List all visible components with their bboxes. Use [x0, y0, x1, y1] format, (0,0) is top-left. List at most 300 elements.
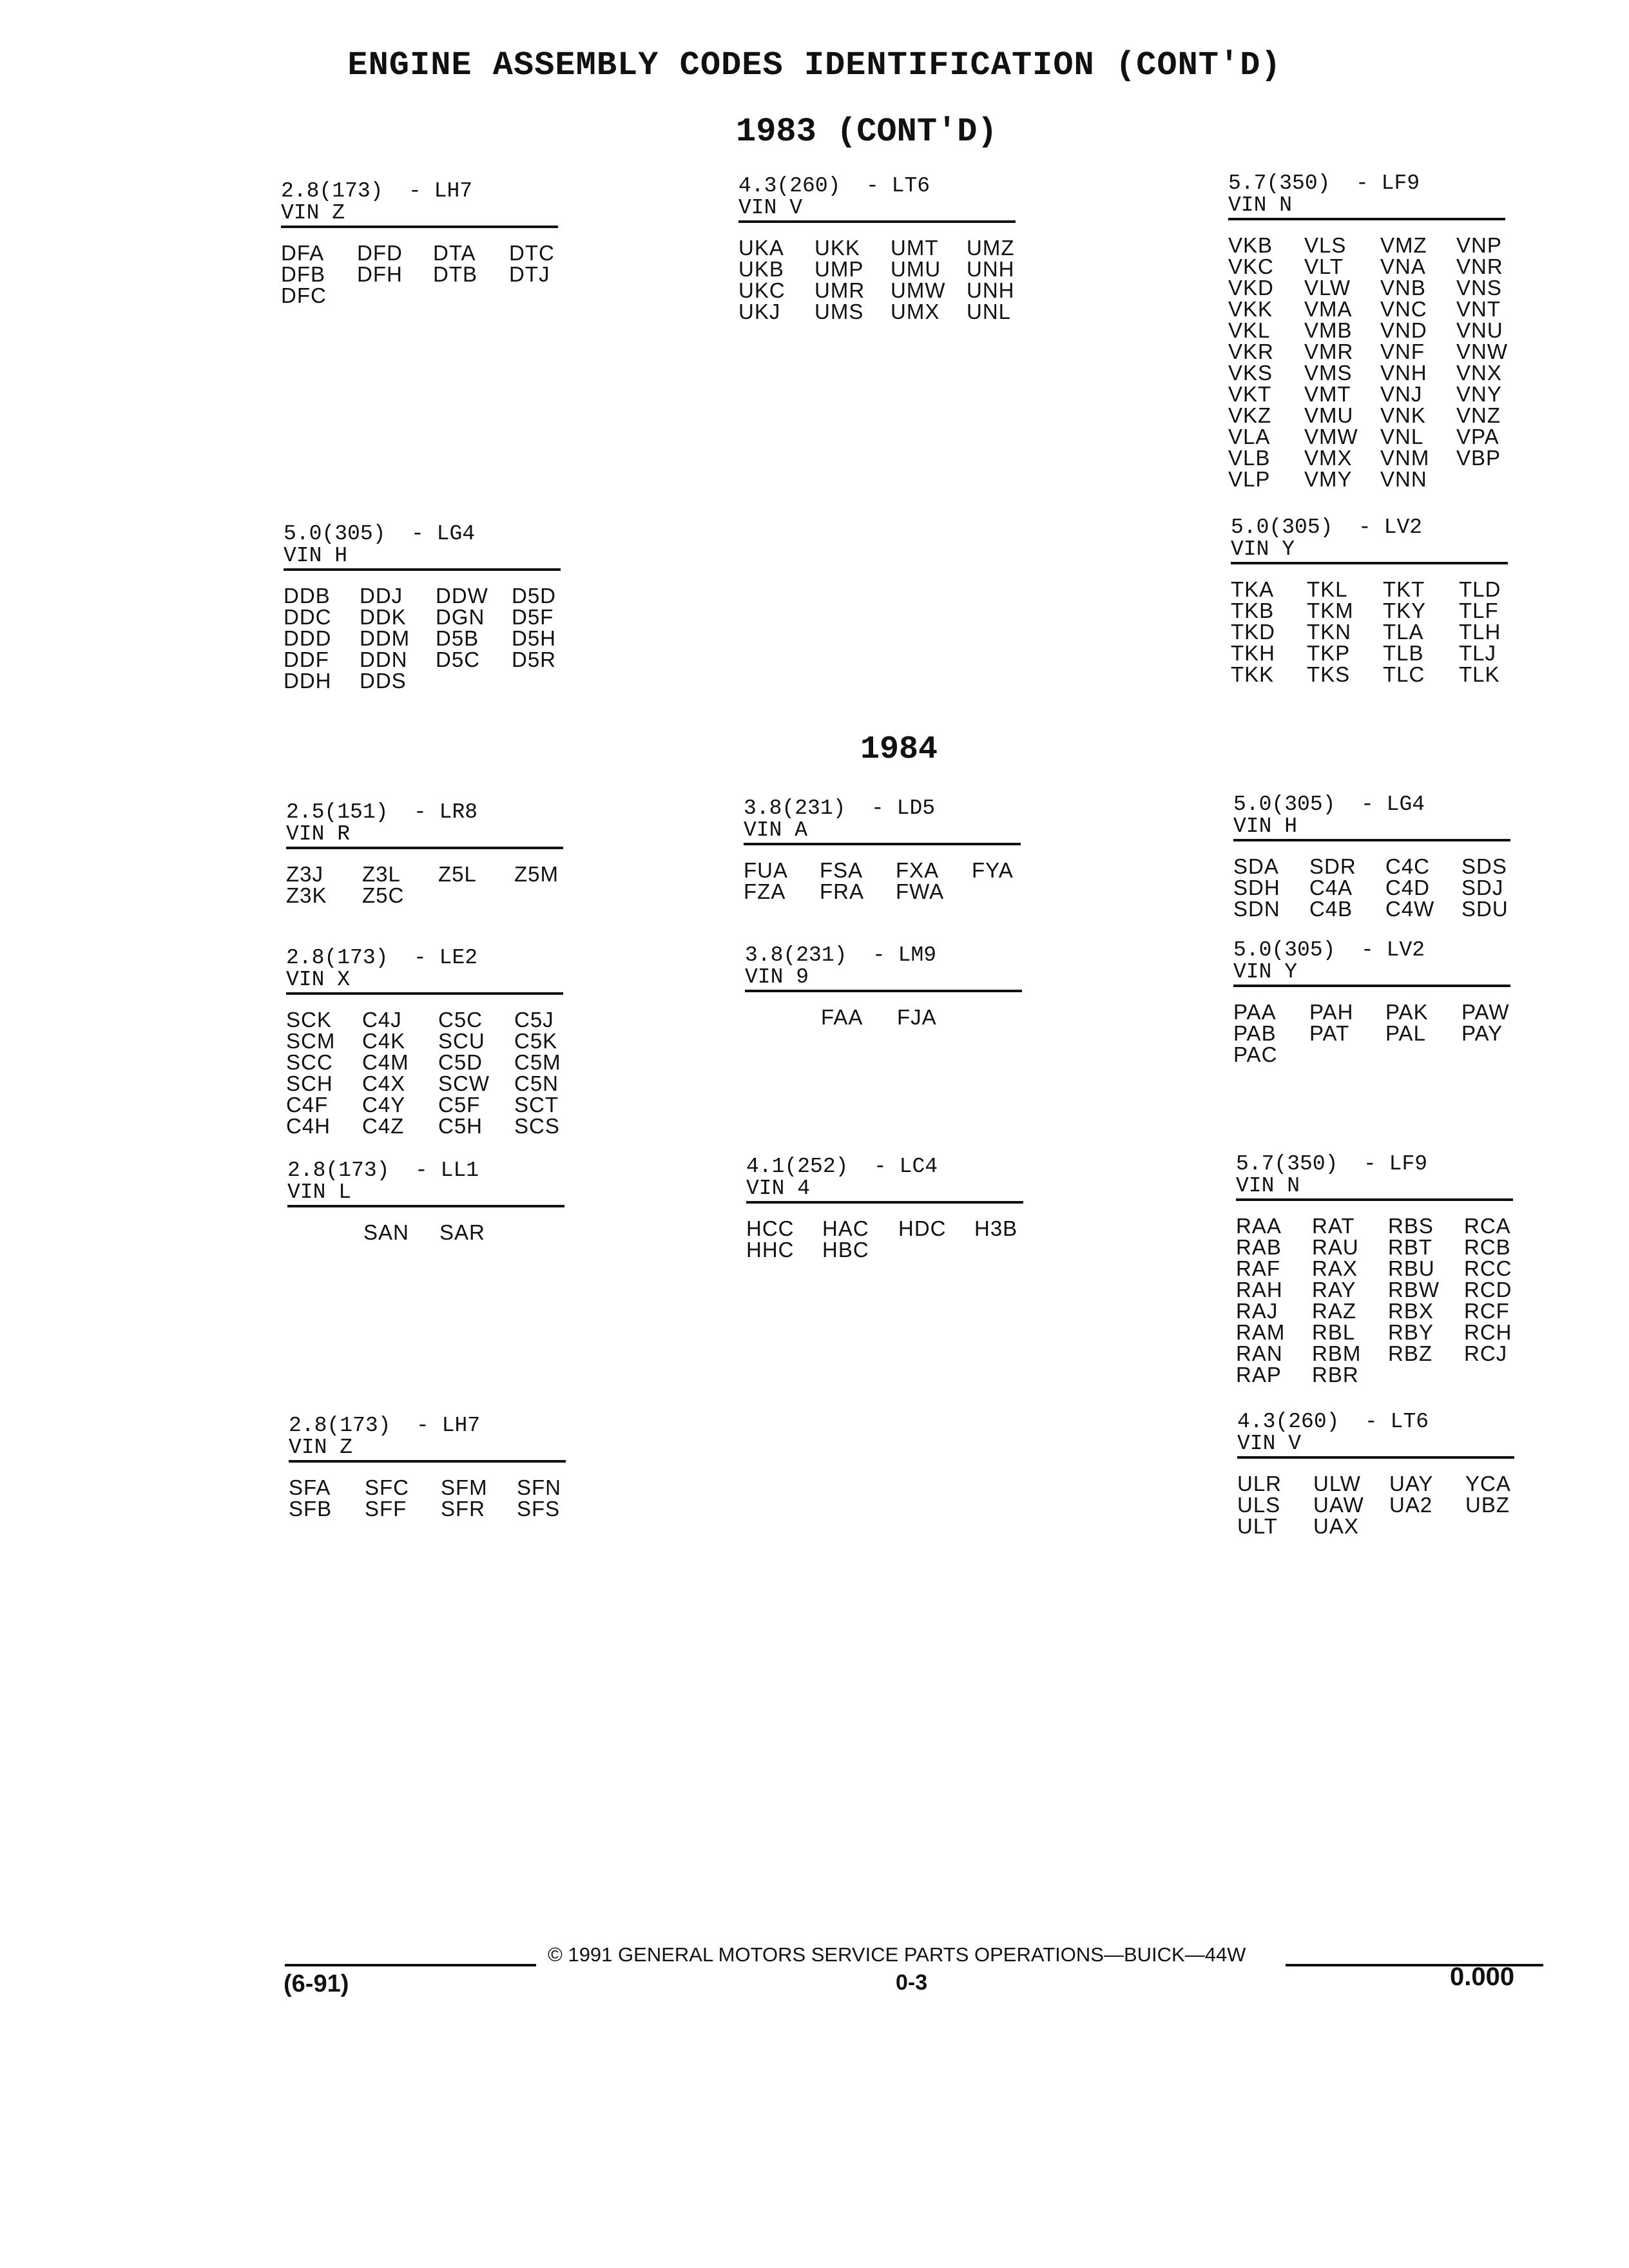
footer-revision-date: (6-91) [284, 1970, 349, 1997]
assembly-code: C5N [514, 1072, 559, 1095]
assembly-code: C5C [438, 1008, 483, 1032]
assembly-code: VLW [1304, 276, 1351, 300]
assembly-code: D5F [512, 605, 554, 629]
assembly-code: UKA [738, 236, 784, 260]
assembly-code: VNW [1456, 340, 1508, 363]
assembly-code: FUA [744, 858, 788, 882]
assembly-code: TKT [1383, 577, 1425, 601]
divider [738, 220, 1016, 223]
assembly-code: VNF [1380, 340, 1425, 363]
assembly-code: RCD [1464, 1278, 1512, 1302]
vin-code: VIN V [1237, 1432, 1302, 1456]
engine-block-1984-lr8 [286, 802, 563, 906]
assembly-code: UMW [891, 278, 946, 302]
page-title: ENGINE ASSEMBLY CODES IDENTIFICATION (CONT'D) [347, 46, 1282, 84]
assembly-code: PAT [1309, 1021, 1350, 1045]
assembly-code: ULS [1237, 1493, 1281, 1517]
engine-spec: 2.8(173) - LH7 [281, 179, 473, 203]
engine-block-1984-lm9 [745, 945, 1022, 1028]
assembly-code: FZA [744, 879, 786, 903]
assembly-code: C5J [514, 1008, 554, 1032]
assembly-code: D5H [512, 626, 557, 650]
assembly-code: DTA [433, 241, 476, 265]
assembly-code: TLD [1459, 577, 1501, 601]
assembly-code: PAH [1309, 1000, 1354, 1024]
assembly-code: C4H [286, 1114, 331, 1138]
assembly-code: VNZ [1456, 403, 1501, 427]
vin-code: VIN Y [1233, 960, 1298, 984]
assembly-code: TKD [1231, 620, 1275, 644]
assembly-code: UKJ [738, 300, 781, 323]
assembly-code: RBR [1312, 1363, 1359, 1387]
assembly-code: FXA [896, 858, 940, 882]
assembly-code: SCS [514, 1114, 560, 1138]
assembly-code: VNR [1456, 255, 1503, 278]
assembly-code: C4B [1309, 897, 1353, 921]
assembly-code: RBT [1388, 1235, 1432, 1259]
assembly-code: SFR [441, 1497, 485, 1521]
vin-code: VIN R [286, 822, 351, 846]
engine-block-1984-lt6 [1237, 1411, 1514, 1537]
assembly-code: VKD [1228, 276, 1274, 300]
assembly-code: VLP [1228, 467, 1271, 491]
vin-code: VIN Z [281, 201, 345, 225]
assembly-code: VKS [1228, 361, 1273, 385]
assembly-code: VNT [1456, 297, 1501, 321]
assembly-code: RAF [1236, 1256, 1280, 1280]
assembly-code: DGN [436, 605, 485, 629]
assembly-code: DDF [284, 648, 329, 671]
assembly-code: C4W [1385, 897, 1435, 921]
assembly-code: SAR [439, 1220, 485, 1244]
assembly-code: C4Z [362, 1114, 405, 1138]
assembly-code: VBP [1456, 446, 1501, 470]
assembly-code: SCM [286, 1029, 336, 1053]
assembly-code: PAA [1233, 1000, 1277, 1024]
assembly-code: UMT [891, 236, 939, 260]
assembly-code: VNL [1380, 425, 1424, 448]
divider [1231, 562, 1508, 564]
engine-spec: 2.8(173) - LH7 [289, 1414, 481, 1437]
assembly-code: Z5C [362, 883, 405, 907]
engine-spec: 5.0(305) - LV2 [1231, 515, 1423, 539]
assembly-code: TKM [1307, 599, 1354, 622]
assembly-code-grid [287, 1222, 564, 1243]
assembly-code: C4M [362, 1050, 409, 1074]
assembly-code: SDN [1233, 897, 1280, 921]
engine-spec: 3.8(231) - LD5 [744, 796, 936, 820]
assembly-code: RBX [1388, 1299, 1434, 1323]
engine-block-1984-lh7 [289, 1415, 566, 1519]
assembly-code: TLJ [1459, 641, 1497, 665]
assembly-code: RAX [1312, 1256, 1358, 1280]
footer-rule-left [285, 1964, 536, 1966]
assembly-code: SFF [365, 1497, 407, 1521]
divider [1233, 985, 1510, 987]
assembly-code: SCC [286, 1050, 333, 1074]
divider [286, 847, 563, 849]
assembly-code: VMZ [1380, 233, 1427, 257]
engine-block-1984-lf9 [1236, 1153, 1513, 1385]
assembly-code-grid [286, 1009, 563, 1137]
assembly-code: UNH [967, 278, 1015, 302]
assembly-code: RAN [1236, 1341, 1283, 1365]
assembly-code: VMW [1304, 425, 1358, 448]
assembly-code-grid [1228, 233, 1508, 491]
assembly-code: C4C [1385, 854, 1431, 878]
assembly-code: Z3J [286, 862, 324, 886]
assembly-code: PAB [1233, 1021, 1277, 1045]
assembly-code: DDB [284, 584, 331, 608]
assembly-code-grid [286, 863, 563, 906]
assembly-code: C4F [286, 1093, 329, 1117]
assembly-code: VMB [1304, 318, 1353, 342]
assembly-code: SCW [438, 1072, 490, 1095]
assembly-code: UNH [967, 257, 1015, 281]
vin-code: VIN N [1236, 1174, 1300, 1198]
assembly-code: VNM [1380, 446, 1430, 470]
assembly-code-grid [744, 860, 1021, 902]
assembly-code: RCC [1464, 1256, 1512, 1280]
assembly-code: UBZ [1465, 1493, 1510, 1517]
divider [287, 1205, 564, 1207]
assembly-code: RAP [1236, 1363, 1282, 1387]
assembly-code: SFN [517, 1475, 561, 1499]
assembly-code: UAW [1313, 1493, 1364, 1517]
assembly-code: DFC [281, 284, 327, 307]
assembly-code: UMS [815, 300, 864, 323]
assembly-code: RCH [1464, 1320, 1512, 1344]
assembly-code: DFA [281, 241, 325, 265]
divider [746, 1201, 1023, 1204]
divider [286, 992, 563, 995]
assembly-code: DTB [433, 262, 477, 286]
assembly-code-grid [1237, 1473, 1514, 1537]
assembly-code: HBC [822, 1238, 869, 1262]
assembly-code: VMT [1304, 382, 1351, 406]
assembly-code: UNL [967, 300, 1012, 323]
assembly-code: HAC [822, 1216, 869, 1240]
assembly-code: C4J [362, 1008, 402, 1032]
engine-spec: 4.3(260) - LT6 [738, 174, 930, 198]
assembly-code: C4X [362, 1072, 406, 1095]
assembly-code: RBY [1388, 1320, 1434, 1344]
assembly-code: TKN [1307, 620, 1351, 644]
assembly-code: PAW [1461, 1000, 1510, 1024]
vin-code: VIN L [287, 1180, 352, 1204]
assembly-code: TKH [1231, 641, 1275, 665]
divider [744, 843, 1021, 845]
assembly-code: VNH [1380, 361, 1427, 385]
divider [284, 568, 561, 571]
assembly-code: PAY [1461, 1021, 1503, 1045]
assembly-code: VNS [1456, 276, 1502, 300]
assembly-code: VKK [1228, 297, 1273, 321]
assembly-code: TKL [1307, 577, 1348, 601]
assembly-code: UMP [815, 257, 864, 281]
assembly-code-grid [738, 237, 1016, 322]
assembly-code: RCB [1464, 1235, 1511, 1259]
vin-code: VIN 4 [746, 1177, 811, 1200]
assembly-code: SDA [1233, 854, 1279, 878]
section-year-1984: 1984 [860, 731, 938, 768]
assembly-code: SDH [1233, 876, 1280, 899]
assembly-code: HCC [746, 1216, 795, 1240]
divider [1237, 1456, 1514, 1459]
assembly-code: D5R [512, 648, 557, 671]
assembly-code: RBL [1312, 1320, 1356, 1344]
assembly-code: ULW [1313, 1472, 1361, 1495]
vin-code: VIN X [286, 968, 351, 992]
assembly-code-grid [746, 1218, 1023, 1260]
assembly-code-grid [1236, 1215, 1513, 1385]
assembly-code: FJA [897, 1005, 937, 1029]
assembly-code: RAB [1236, 1235, 1282, 1259]
assembly-code: SAN [363, 1220, 409, 1244]
assembly-code: YCA [1465, 1472, 1511, 1495]
assembly-code: UA2 [1389, 1493, 1433, 1517]
assembly-code: TLA [1383, 620, 1424, 644]
assembly-code: VNX [1456, 361, 1502, 385]
vin-code: VIN V [738, 196, 803, 220]
assembly-code: TKK [1231, 662, 1275, 686]
engine-spec: 5.0(305) - LV2 [1233, 938, 1425, 962]
divider [289, 1460, 566, 1463]
assembly-code: VMU [1304, 403, 1354, 427]
assembly-code: SDU [1461, 897, 1509, 921]
assembly-code: DTJ [509, 262, 550, 286]
assembly-code-grid [1233, 856, 1510, 919]
assembly-code: SDJ [1461, 876, 1504, 899]
assembly-code: TKP [1307, 641, 1351, 665]
assembly-code: DFD [357, 241, 403, 265]
assembly-code: RAH [1236, 1278, 1283, 1302]
assembly-code: SFA [289, 1475, 331, 1499]
assembly-code: TKY [1383, 599, 1427, 622]
footer-copyright: © 1991 GENERAL MOTORS SERVICE PARTS OPERATIONS—BUICK—44W [548, 1943, 1246, 1966]
assembly-code: UKB [738, 257, 784, 281]
assembly-code: RAT [1312, 1214, 1355, 1238]
assembly-code: C4D [1385, 876, 1431, 899]
assembly-code: TLC [1383, 662, 1425, 686]
vin-code: VIN A [744, 818, 808, 842]
engine-block-1983-lf9 [1228, 171, 1508, 491]
assembly-code: PAK [1385, 1000, 1429, 1024]
assembly-code: DDM [360, 626, 410, 650]
assembly-code: ULT [1237, 1514, 1278, 1538]
assembly-code: D5B [436, 626, 479, 650]
assembly-code: C5K [514, 1029, 558, 1053]
engine-spec: 2.8(173) - LL1 [287, 1158, 479, 1182]
assembly-code: DDW [436, 584, 488, 608]
engine-block-1984-ld5 [744, 798, 1021, 902]
engine-block-1983-lt6 [738, 175, 1016, 322]
assembly-code: TLB [1383, 641, 1424, 665]
assembly-code: H3B [974, 1216, 1018, 1240]
assembly-code: VNK [1380, 403, 1426, 427]
engine-spec: 3.8(231) - LM9 [745, 943, 937, 967]
engine-spec: 5.7(350) - LF9 [1236, 1152, 1428, 1176]
assembly-code: RBW [1388, 1278, 1440, 1302]
assembly-code: SFC [365, 1475, 409, 1499]
vin-code: VIN H [284, 544, 348, 568]
engine-block-1984-ll1 [287, 1160, 564, 1243]
assembly-code: UKK [815, 236, 860, 260]
assembly-code: TLF [1459, 599, 1499, 622]
assembly-code: VMX [1304, 446, 1353, 470]
assembly-code: VKZ [1228, 403, 1272, 427]
assembly-code: VND [1380, 318, 1427, 342]
divider [1236, 1198, 1513, 1201]
vin-code: VIN H [1233, 814, 1298, 838]
assembly-code: RBM [1312, 1341, 1362, 1365]
divider [1228, 218, 1505, 220]
assembly-code: RAZ [1312, 1299, 1356, 1323]
assembly-code: UMU [891, 257, 941, 281]
engine-block-1984-lc4 [746, 1156, 1023, 1260]
engine-block-1983-lv2 [1231, 517, 1508, 685]
assembly-code: Z3L [362, 862, 401, 886]
assembly-code-grid [1231, 579, 1508, 685]
assembly-code: FWA [896, 879, 945, 903]
assembly-code: SCT [514, 1093, 559, 1117]
assembly-code: VNP [1456, 233, 1502, 257]
assembly-code: VNY [1456, 382, 1502, 406]
assembly-code: UMR [815, 278, 865, 302]
assembly-code: VLB [1228, 446, 1271, 470]
assembly-code: VKR [1228, 340, 1274, 363]
assembly-code: C5H [438, 1114, 483, 1138]
footer-page-number: 0-3 [896, 1970, 928, 1995]
engine-spec: 2.5(151) - LR8 [286, 800, 478, 824]
assembly-code: SCH [286, 1072, 333, 1095]
assembly-code: UMX [891, 300, 940, 323]
assembly-code: VMS [1304, 361, 1353, 385]
assembly-code: TLH [1459, 620, 1501, 644]
engine-block-1984-lg4 [1233, 794, 1510, 919]
assembly-code: VMA [1304, 297, 1353, 321]
assembly-code: DDH [284, 669, 332, 693]
assembly-code: TLK [1459, 662, 1500, 686]
assembly-code: DDK [360, 605, 407, 629]
assembly-code: FAA [821, 1005, 863, 1029]
assembly-code: DDN [360, 648, 408, 671]
assembly-code: VNC [1380, 297, 1427, 321]
footer-section-number: 0.000 [1450, 1963, 1515, 1991]
assembly-code: TKB [1231, 599, 1275, 622]
assembly-code: VPA [1456, 425, 1499, 448]
assembly-code: RBU [1388, 1256, 1435, 1280]
divider [281, 226, 558, 228]
engine-spec: 5.7(350) - LF9 [1228, 171, 1420, 195]
assembly-code: Z3K [286, 883, 327, 907]
vin-code: VIN N [1228, 193, 1293, 217]
assembly-code: DDS [360, 669, 407, 693]
engine-spec: 5.0(305) - LG4 [1233, 793, 1425, 816]
assembly-code: C5M [514, 1050, 561, 1074]
assembly-code: VKT [1228, 382, 1272, 406]
assembly-code: VKB [1228, 233, 1273, 257]
assembly-code: RAM [1236, 1320, 1286, 1344]
assembly-code: VMR [1304, 340, 1354, 363]
assembly-code: VMY [1304, 467, 1353, 491]
assembly-code: VLS [1304, 233, 1347, 257]
assembly-code: UAX [1313, 1514, 1359, 1538]
assembly-code: RCA [1464, 1214, 1511, 1238]
assembly-code: RBZ [1388, 1341, 1432, 1365]
engine-block-1984-le2 [286, 947, 563, 1137]
assembly-code: DDC [284, 605, 332, 629]
assembly-code: RCJ [1464, 1341, 1508, 1365]
assembly-code: RCF [1464, 1299, 1510, 1323]
assembly-code: HHC [746, 1238, 795, 1262]
assembly-code: D5C [436, 648, 481, 671]
engine-block-1983-lh7 [281, 180, 558, 306]
assembly-code: SFM [441, 1475, 488, 1499]
assembly-code-grid [745, 1006, 1022, 1028]
engine-spec: 4.1(252) - LC4 [746, 1155, 938, 1178]
assembly-code: C4A [1309, 876, 1353, 899]
assembly-code: RAY [1312, 1278, 1356, 1302]
assembly-code: RAU [1312, 1235, 1359, 1259]
divider [745, 990, 1022, 992]
assembly-code-grid [1233, 1001, 1510, 1065]
assembly-code: FSA [820, 858, 863, 882]
assembly-code: Z5M [514, 862, 559, 886]
assembly-code-grid [289, 1477, 566, 1519]
assembly-code: FRA [820, 879, 864, 903]
assembly-code: PAL [1385, 1021, 1426, 1045]
vin-code: VIN Z [289, 1436, 353, 1459]
assembly-code: C5D [438, 1050, 483, 1074]
assembly-code: VNA [1380, 255, 1426, 278]
engine-block-1983-lg4 [284, 523, 561, 691]
assembly-code: SCU [438, 1029, 485, 1053]
assembly-code: VKC [1228, 255, 1274, 278]
assembly-code: DFB [281, 262, 325, 286]
assembly-code: VLA [1228, 425, 1271, 448]
assembly-code: VNB [1380, 276, 1426, 300]
assembly-code: D5D [512, 584, 557, 608]
engine-block-1984-lv2 [1233, 939, 1510, 1065]
assembly-code: UAY [1389, 1472, 1434, 1495]
assembly-code: UMZ [967, 236, 1015, 260]
assembly-code-grid [281, 242, 558, 306]
engine-spec: 5.0(305) - LG4 [284, 522, 476, 546]
assembly-code: VNU [1456, 318, 1503, 342]
assembly-code: C4K [362, 1029, 406, 1053]
assembly-code: SCK [286, 1008, 332, 1032]
vin-code: VIN Y [1231, 537, 1295, 561]
divider [1233, 839, 1510, 841]
assembly-code: RBS [1388, 1214, 1434, 1238]
assembly-code: C5F [438, 1093, 481, 1117]
engine-spec: 4.3(260) - LT6 [1237, 1410, 1429, 1434]
assembly-code: VNN [1380, 467, 1427, 491]
section-year-1983: 1983 (CONT'D) [736, 113, 998, 151]
assembly-code: UKC [738, 278, 786, 302]
assembly-code: HDC [898, 1216, 947, 1240]
assembly-code: SFB [289, 1497, 333, 1521]
engine-spec: 2.8(173) - LE2 [286, 946, 478, 970]
vin-code: VIN 9 [745, 965, 809, 989]
assembly-code: VKL [1228, 318, 1271, 342]
assembly-code: SFS [517, 1497, 561, 1521]
assembly-code: TKS [1307, 662, 1351, 686]
assembly-code: ULR [1237, 1472, 1282, 1495]
assembly-code: TKA [1231, 577, 1275, 601]
assembly-code: RAJ [1236, 1299, 1278, 1323]
